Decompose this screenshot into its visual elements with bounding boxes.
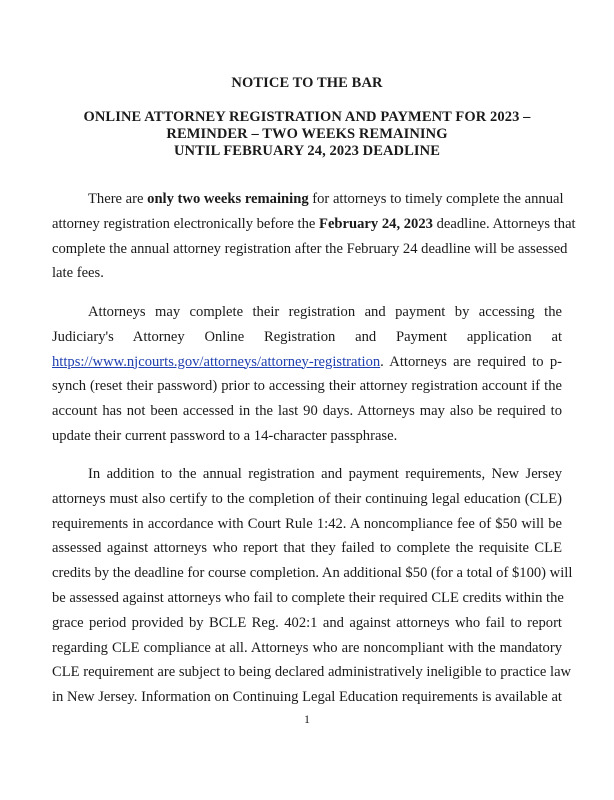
paragraph-online-registration: [52, 300, 562, 449]
paragraph-line: In addition to the annual registration and payment requirements, New Jersey: [88, 466, 562, 482]
text-run: for attorneys to timely complete the annual: [308, 191, 564, 207]
paragraph-line: [52, 350, 562, 375]
text-run: There are: [88, 191, 148, 207]
paragraph-deadline-reminder: [52, 187, 576, 286]
paragraph-line: assessed against attorneys who report that they failed to complete the requisite CLE: [52, 540, 562, 557]
paragraph-line: late fees.: [52, 265, 104, 282]
notice-title: NOTICE TO THE BAR: [231, 75, 383, 91]
paragraph-line: grace period provided by BCLE Reg. 402:1 and against attorneys who fail to report: [52, 614, 562, 631]
paragraph-line: Judiciary's Attorney Online Registration and Payment application at: [52, 328, 562, 345]
paragraph-line: regarding CLE compliance at all. Attorneys who are noncompliant with the mandatory: [52, 639, 562, 656]
paragraph-line: complete the annual attorney registration after the February 24 deadline will be assessed: [52, 240, 568, 257]
text-run: . Attorneys are required to p-: [380, 353, 562, 370]
paragraph-line: credits by the deadline for course completion. An additional $50 (for a total of $100) will: [52, 565, 573, 582]
paragraph-line: account has not been accessed in the last 90 days. Attorneys may also be required to: [52, 403, 562, 420]
paragraph-line: be assessed against attorneys who fail to complete their required CLE credits within the: [52, 589, 564, 606]
paragraph-line: synch (reset their password) prior to accessing their attorney registration account if the: [52, 378, 562, 395]
emphasis-deadline-date: February 24, 2023: [319, 215, 433, 232]
text-run: attorney registration electronically before the: [52, 215, 320, 232]
document-subtitle: [0, 109, 614, 160]
paragraph-line: update their current password to a 14-character passphrase.: [52, 427, 398, 444]
paragraph-line: [52, 187, 562, 212]
subtitle-line-2: REMINDER – TWO WEEKS REMAINING: [166, 126, 448, 142]
paragraph-line: Attorneys may complete their registration and payment by accessing the: [88, 304, 562, 320]
paragraph-line: CLE requirement are subject to being declared administratively ineligible to practice law: [52, 664, 572, 681]
paragraph-line: requirements in accordance with Court Rule 1:42. A noncompliance fee of $50 will be: [52, 515, 562, 532]
paragraph-line: [52, 212, 576, 237]
subtitle-line-3: UNTIL FEBRUARY 24, 2023 DEADLINE: [173, 143, 440, 159]
paragraph-line: attorneys must also certify to the completion of their continuing legal education (CLE): [52, 490, 562, 507]
subtitle-line-1: ONLINE ATTORNEY REGISTRATION AND PAYMENT FOR 2023 –: [83, 109, 531, 125]
attorney-registration-link[interactable]: https://www.njcourts.gov/attorneys/attorney-registration: [52, 353, 381, 370]
paragraph-line: in New Jersey. Information on Continuing Legal Education requirements is available at: [52, 689, 562, 706]
emphasis-two-weeks: only two weeks remaining: [147, 191, 309, 207]
paragraph-cle-requirements: [52, 462, 573, 710]
text-run: deadline. Attorneys that: [432, 215, 576, 232]
page-number: 1: [304, 712, 310, 726]
